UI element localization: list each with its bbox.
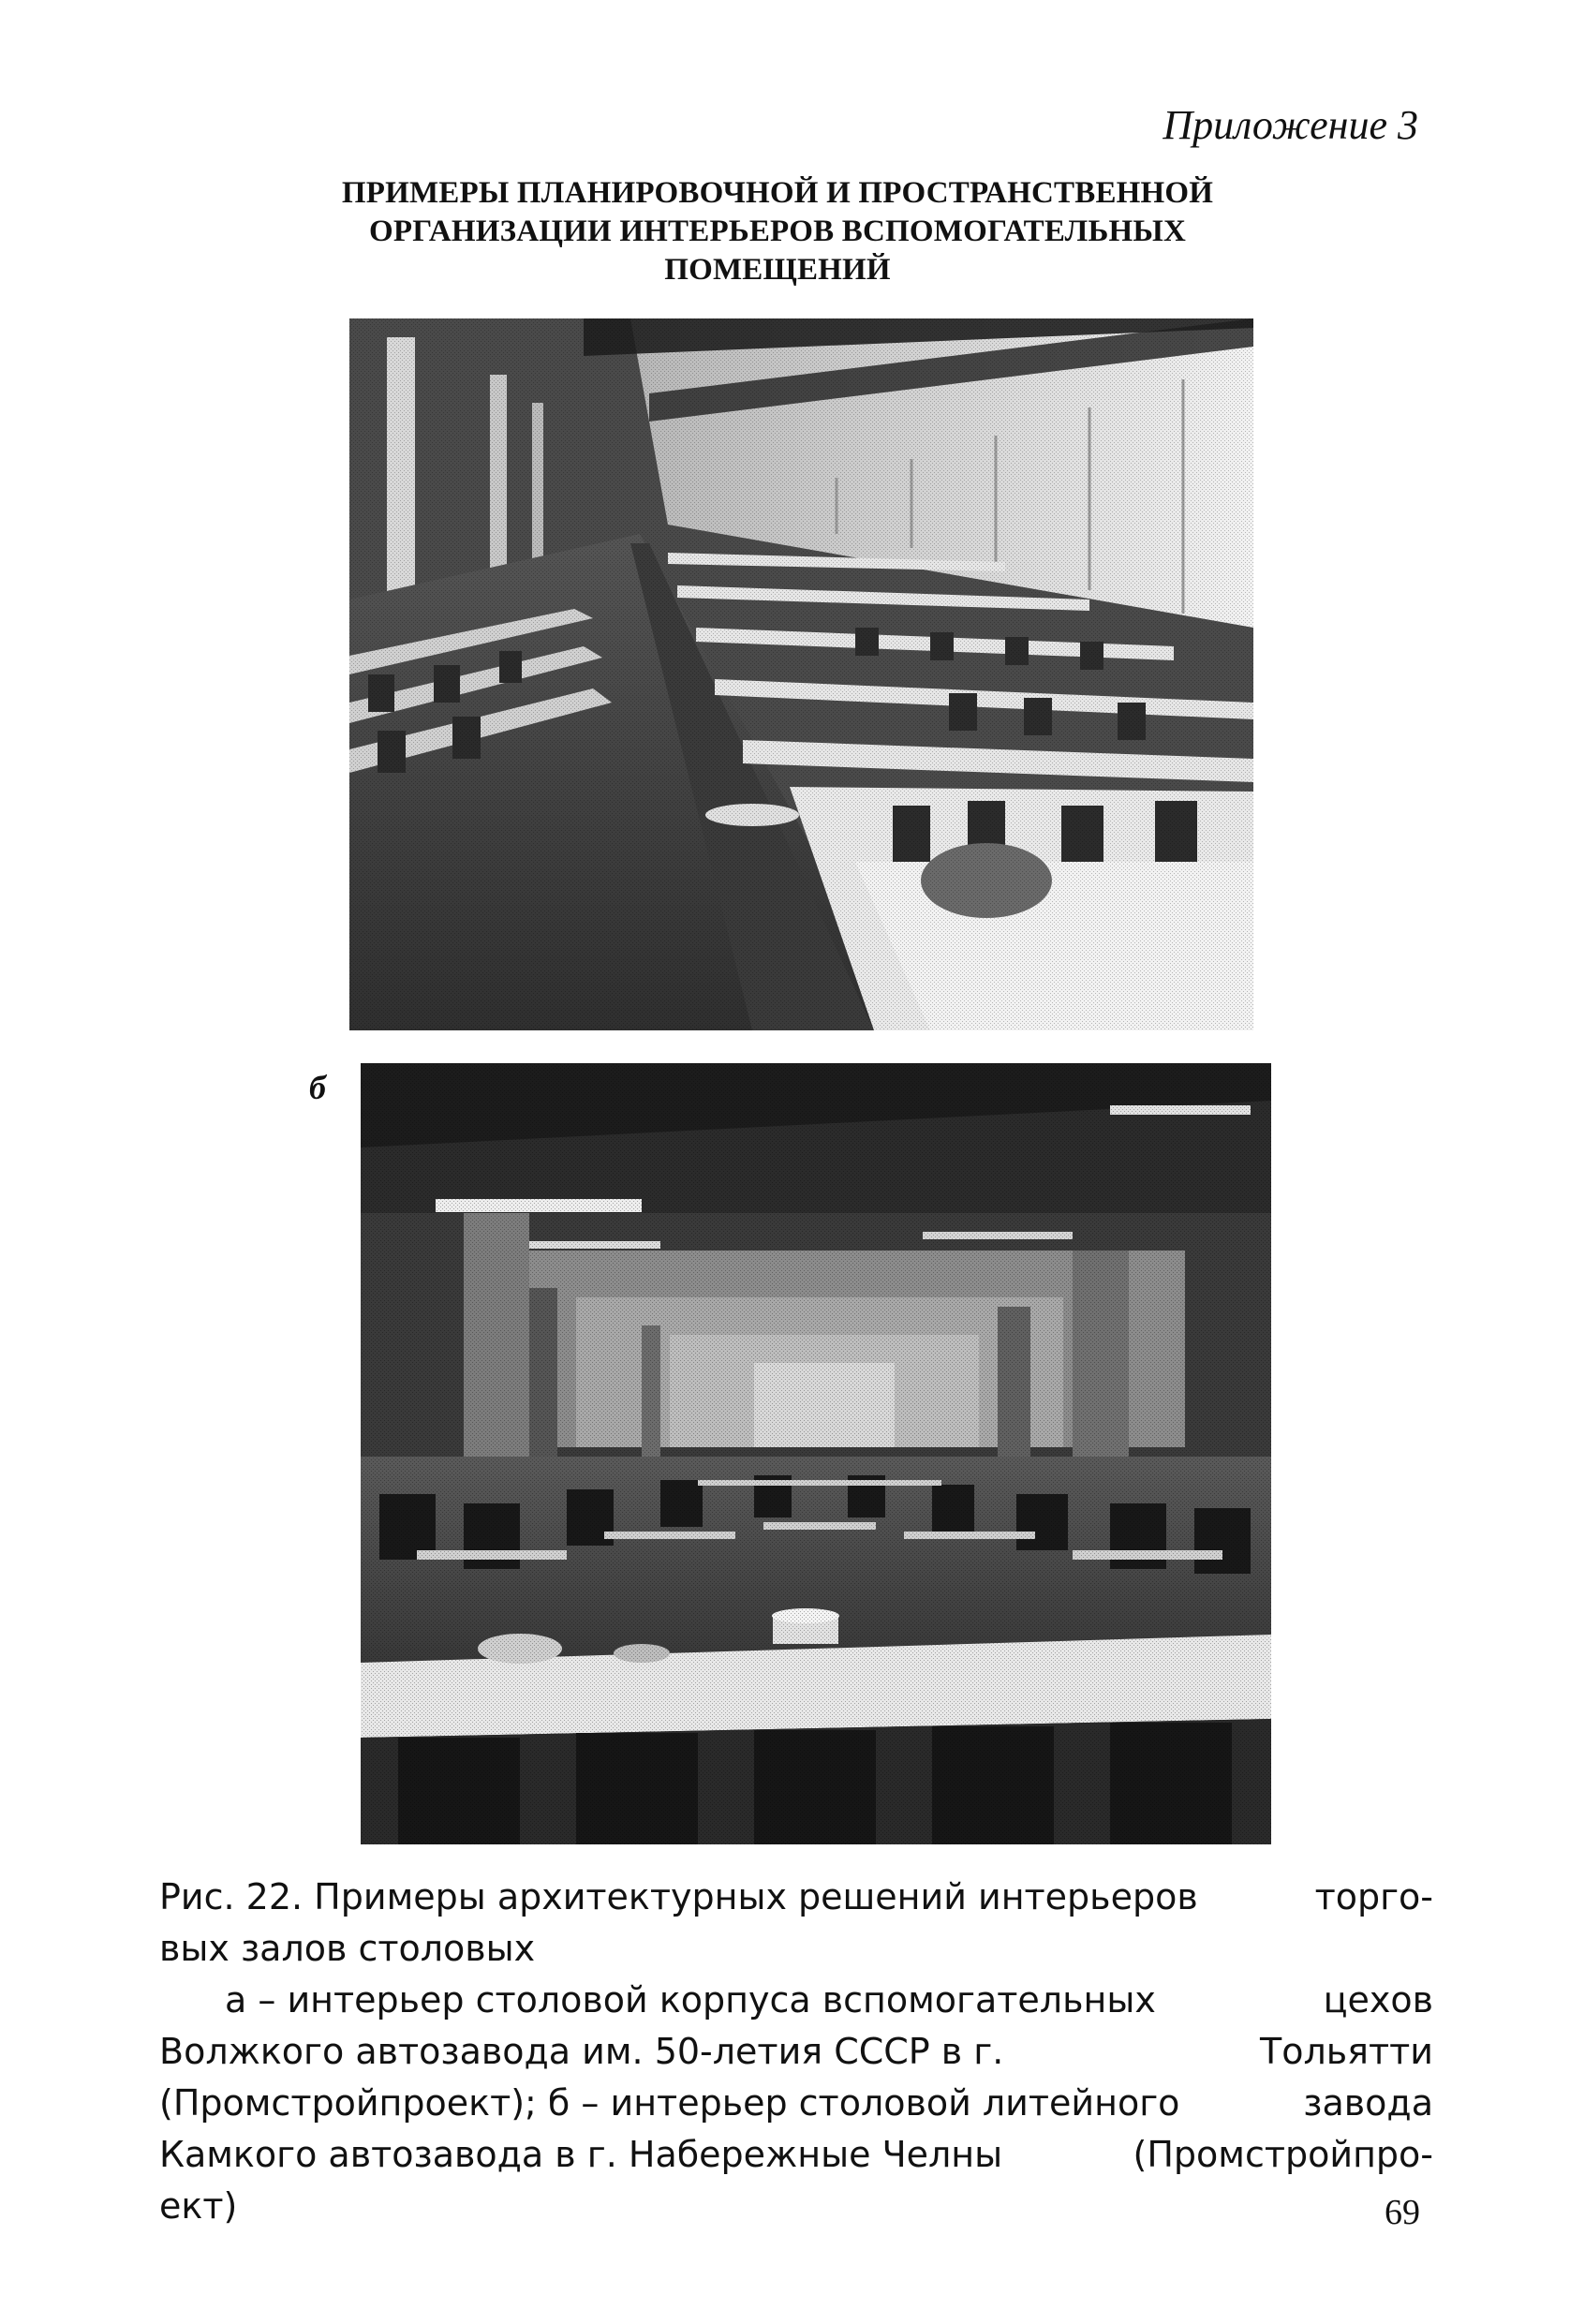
caption-line-7-text: ект)	[159, 2185, 238, 2227]
photo-canteen-interior-a	[349, 318, 1253, 1030]
caption-line-5	[159, 2078, 1433, 2129]
caption-line-5-left: (Промстройпроект); б – интерьер столовой литейного	[159, 2082, 1180, 2124]
caption-line-6	[159, 2129, 1433, 2181]
caption-line-7	[159, 2181, 1433, 2232]
title-line-2: ОРГАНИЗАЦИИ ИНТЕРЬЕРОВ ВСПОМОГАТЕЛЬНЫХ	[369, 215, 1186, 248]
title-line-3: ПОМЕЩЕНИЙ	[664, 253, 891, 287]
caption-line-5-right: завода	[1303, 2082, 1433, 2124]
caption-line-4-right: Тольятти	[1260, 2031, 1433, 2072]
caption-line-4-left: Волжкого автозавода им. 50-летия СССР в г.	[159, 2031, 1004, 2072]
caption-line-3	[159, 1975, 1433, 2026]
caption-line-2-text: вых залов столовых	[159, 1928, 536, 1969]
figure-label-b: б	[309, 1069, 326, 1106]
caption-line-2	[159, 1923, 1433, 1975]
figure-caption	[159, 1872, 1433, 2232]
page-number: 69	[1385, 2193, 1420, 2232]
caption-line-3-right: цехов	[1323, 1979, 1433, 2021]
caption-line-1-left: Рис. 22. Примеры архитектурных решений интерьеров	[159, 1876, 1198, 1917]
photo-canteen-interior-b	[361, 1063, 1271, 1844]
caption-line-6-right: (Промстройпро-	[1133, 2134, 1433, 2175]
caption-line-1-right: торго-	[1314, 1876, 1433, 1917]
caption-line-4	[159, 2026, 1433, 2078]
page-title	[281, 174, 1274, 289]
title-line-1: ПРИМЕРЫ ПЛАНИРОВОЧНОЙ И ПРОСТРАНСТВЕННОЙ	[341, 176, 1214, 210]
appendix-label: Приложение 3	[1163, 102, 1418, 148]
caption-line-3-left: а – интерьер столовой корпуса вспомогательных	[225, 1979, 1156, 2021]
caption-line-1	[159, 1872, 1433, 1923]
caption-line-6-left: Камкого автозавода в г. Набережные Челны	[159, 2134, 1003, 2175]
